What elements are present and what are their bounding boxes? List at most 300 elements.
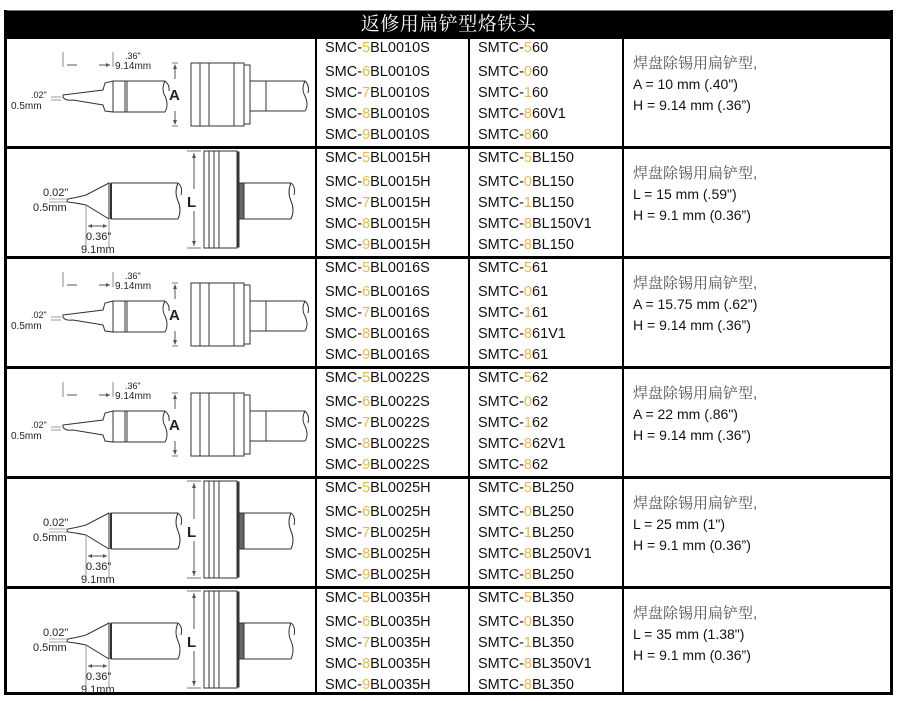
part-number-text: SMC-	[325, 415, 363, 431]
l-type-tip-drawing-icon	[7, 589, 315, 696]
l-type-tip-drawing-icon	[7, 149, 315, 256]
part-number	[325, 259, 430, 282]
part-number	[325, 633, 431, 654]
series-digit-highlight: 5	[362, 150, 371, 166]
part-number-text: SMTC-	[478, 394, 524, 410]
description-cell	[622, 149, 890, 256]
part-number-text: SMTC-	[478, 677, 524, 693]
part-number	[478, 612, 592, 633]
part-number	[478, 172, 592, 193]
l-type-tip-drawing-icon	[7, 479, 315, 586]
series-digit-highlight: 5	[362, 40, 371, 56]
part-number-text: 61	[532, 260, 549, 276]
part-number-text: SMC-	[325, 85, 363, 101]
part-number-text: SMC-	[325, 546, 363, 562]
part-number	[325, 523, 431, 544]
series-digit-highlight: 5	[362, 260, 371, 276]
a-type-tip-drawing-icon	[7, 369, 315, 476]
description	[633, 493, 757, 556]
part-number-text: BL250	[532, 480, 574, 496]
part-number	[478, 282, 566, 303]
part-number-text: SMTC-	[478, 480, 524, 496]
part-number	[478, 455, 566, 476]
series-digit-highlight: 1	[523, 305, 532, 321]
dimension-spec: A = 10 mm (.40")	[633, 76, 738, 92]
part-number-text: 60	[532, 85, 549, 101]
part-number	[325, 172, 431, 193]
description	[633, 53, 757, 116]
series-digit-highlight: 5	[523, 370, 532, 386]
series-digit-highlight: 0	[523, 284, 532, 300]
part-number	[478, 193, 592, 214]
smtc-part-numbers-cell	[468, 39, 622, 146]
series-digit-highlight: 8	[362, 656, 371, 672]
part-number-text: SMC-	[325, 40, 363, 56]
tip-drawing-cell	[7, 479, 315, 586]
part-number-text: SMC-	[325, 284, 363, 300]
part-number	[325, 214, 431, 235]
part-number-text: SMC-	[325, 525, 363, 541]
table-row	[7, 476, 890, 586]
part-number-text: 62	[532, 370, 549, 386]
series-digit-highlight: 6	[362, 394, 371, 410]
series-digit-highlight: 7	[362, 635, 371, 651]
part-number-text: 60	[532, 64, 549, 80]
series-digit-highlight: 5	[523, 480, 532, 496]
part-number	[478, 479, 592, 502]
part-number-text: BL0025H	[370, 567, 431, 583]
series-digit-highlight: 8	[523, 436, 532, 452]
tip-drawing-cell	[7, 259, 315, 366]
part-number-text: SMTC-	[478, 216, 524, 232]
dimension-label: A	[169, 87, 180, 104]
series-digit-highlight: 6	[362, 64, 371, 80]
part-number-text: SMTC-	[478, 195, 524, 211]
part-number-text: SMTC-	[478, 64, 524, 80]
tip-type-label: 焊盘除锡用扁铲型,	[633, 495, 758, 512]
series-digit-highlight: 7	[362, 415, 371, 431]
part-number-text: SMC-	[325, 436, 363, 452]
part-number	[478, 392, 566, 413]
tip-width-inch-label: 0.02"	[43, 517, 69, 529]
series-digit-highlight: 8	[523, 457, 532, 473]
part-number-text: SMTC-	[478, 546, 524, 562]
description	[633, 273, 757, 336]
part-number-text: BL0015H	[370, 150, 431, 166]
smtc-part-numbers-cell	[468, 479, 622, 586]
part-number-text: SMC-	[325, 106, 363, 122]
part-number-text: 61	[532, 347, 549, 363]
part-number	[325, 544, 431, 565]
part-number-text: BL350V1	[532, 656, 592, 672]
part-number-text: BL0025H	[370, 525, 431, 541]
tip-drawing-cell	[7, 369, 315, 476]
part-number-text: SMC-	[325, 64, 363, 80]
part-number-text: BL0025H	[370, 504, 431, 520]
tip-width-mm-label: 0.5mm	[33, 202, 67, 214]
part-number	[478, 523, 592, 544]
part-number-text: BL0016S	[370, 326, 430, 342]
part-number-text: BL0016S	[370, 347, 430, 363]
part-number-text: BL0016S	[370, 305, 430, 321]
series-digit-highlight: 7	[362, 305, 371, 321]
part-number-text: BL250	[532, 504, 574, 520]
tip-width-inch-label: 0.02"	[43, 627, 69, 639]
series-digit-highlight: 1	[523, 195, 532, 211]
series-digit-highlight: 5	[523, 590, 532, 606]
series-digit-highlight: 0	[523, 614, 532, 630]
tip-width-inch-label: 0.02"	[43, 187, 69, 199]
a-type-tip-drawing-icon	[7, 259, 315, 366]
series-digit-highlight: 8	[523, 677, 532, 693]
part-number	[325, 39, 430, 62]
table-row	[7, 586, 890, 696]
part-number	[325, 324, 430, 345]
smc-part-number-list	[325, 589, 431, 696]
part-number-text: BL250	[532, 525, 574, 541]
series-digit-highlight: 8	[523, 656, 532, 672]
part-number-text: SMTC-	[478, 504, 524, 520]
part-number	[325, 104, 430, 125]
length-inch-label: 0.36"	[86, 561, 112, 573]
part-number	[325, 434, 430, 455]
part-number	[478, 324, 566, 345]
part-number	[325, 654, 431, 675]
smc-part-numbers-cell	[315, 259, 468, 366]
part-number-text: BL350	[532, 677, 574, 693]
part-number-text: SMTC-	[478, 326, 524, 342]
tip-width-mm-label: 0.5mm	[33, 642, 67, 654]
part-number-text: BL0022S	[370, 436, 430, 452]
dimension-spec: L = 15 mm (.59")	[633, 186, 737, 202]
dimension-spec: H = 9.1 mm (0.36”)	[633, 207, 751, 223]
dimension-label: A	[169, 307, 180, 324]
part-number-text: SMTC-	[478, 237, 524, 253]
part-number	[325, 83, 430, 104]
smtc-part-number-list	[478, 39, 566, 146]
dimension-spec: L = 25 mm (1")	[633, 516, 725, 532]
length-inch-label: 0.36"	[86, 671, 112, 683]
part-number-text: SMC-	[325, 677, 363, 693]
part-number	[325, 455, 430, 476]
part-number-text: 60	[532, 127, 549, 143]
series-digit-highlight: 9	[362, 457, 371, 473]
series-digit-highlight: 8	[523, 106, 532, 122]
part-number-text: SMC-	[325, 457, 363, 473]
part-number	[325, 149, 431, 172]
part-number-text: BL0035H	[370, 590, 431, 606]
part-number-text: SMC-	[325, 370, 363, 386]
smc-part-numbers-cell	[315, 369, 468, 476]
description-cell	[622, 479, 890, 586]
part-number-text: SMC-	[325, 195, 363, 211]
part-number	[478, 149, 592, 172]
part-number	[478, 369, 566, 392]
series-digit-highlight: 8	[362, 436, 371, 452]
part-number-text: BL0022S	[370, 394, 430, 410]
part-number	[478, 303, 566, 324]
dimension-label: L	[187, 194, 197, 211]
part-number-text: BL0010S	[370, 127, 430, 143]
part-number-text: 62	[532, 394, 549, 410]
smc-part-number-list	[325, 259, 430, 366]
table-row	[7, 36, 890, 146]
description	[633, 163, 757, 226]
series-digit-highlight: 5	[523, 40, 532, 56]
part-number-text: 62	[532, 415, 549, 431]
part-number-text: SMTC-	[478, 635, 524, 651]
part-number	[478, 675, 592, 696]
tip-type-label: 焊盘除锡用扁铲型,	[633, 165, 758, 182]
dimension-spec: H = 9.14 mm (.36”)	[633, 317, 751, 333]
series-digit-highlight: 5	[362, 370, 371, 386]
part-number-text: BL150V1	[532, 216, 592, 232]
part-number-text: SMTC-	[478, 347, 524, 363]
part-number-text: SMC-	[325, 590, 363, 606]
length-mm-label: 9.14mm	[115, 391, 152, 402]
part-number	[478, 565, 592, 586]
dimension-label: L	[187, 634, 197, 651]
tip-drawing-cell	[7, 39, 315, 146]
part-number-text: BL0022S	[370, 457, 430, 473]
part-number	[325, 193, 431, 214]
part-number	[478, 434, 566, 455]
part-number	[478, 214, 592, 235]
part-number-text: BL0035H	[370, 677, 431, 693]
smtc-part-numbers-cell	[468, 589, 622, 692]
part-number-text: BL350	[532, 635, 574, 651]
part-number-text: SMC-	[325, 305, 363, 321]
part-number-text: SMC-	[325, 216, 363, 232]
smtc-part-number-list	[478, 479, 592, 586]
part-number-text: 61V1	[532, 326, 566, 342]
tip-type-label: 焊盘除锡用扁铲型,	[633, 605, 758, 622]
part-number	[478, 633, 592, 654]
dimension-spec: H = 9.1 mm (0.36”)	[633, 537, 751, 553]
smc-part-numbers-cell	[315, 589, 468, 692]
tip-width-mm-label: 0.5mm	[11, 101, 42, 112]
smc-part-numbers-cell	[315, 39, 468, 146]
part-number-text: BL0015H	[370, 174, 431, 190]
part-number-text: SMTC-	[478, 127, 524, 143]
part-number	[325, 303, 430, 324]
smc-part-number-list	[325, 39, 430, 146]
series-digit-highlight: 0	[523, 504, 532, 520]
a-type-tip-drawing-icon	[7, 39, 315, 146]
part-number-text: BL0010S	[370, 85, 430, 101]
part-number-text: BL0016S	[370, 284, 430, 300]
part-number-text: SMTC-	[478, 415, 524, 431]
part-number	[325, 502, 431, 523]
length-mm-label: 9.1mm	[81, 244, 115, 256]
series-digit-highlight: 9	[362, 677, 371, 693]
part-number	[478, 413, 566, 434]
smtc-part-number-list	[478, 589, 592, 696]
length-mm-label: 9.1mm	[81, 574, 115, 586]
part-number-text: SMTC-	[478, 106, 524, 122]
series-digit-highlight: 8	[523, 567, 532, 583]
length-inch-label: .36"	[125, 271, 141, 281]
part-number-text: SMTC-	[478, 614, 524, 630]
part-number	[325, 413, 430, 434]
dimension-spec: H = 9.14 mm (.36”)	[633, 427, 751, 443]
table-row	[7, 366, 890, 476]
part-number-text: BL250V1	[532, 546, 592, 562]
smtc-part-numbers-cell	[468, 259, 622, 366]
part-number-text: SMTC-	[478, 305, 524, 321]
part-number	[325, 125, 430, 146]
series-digit-highlight: 1	[523, 415, 532, 431]
series-digit-highlight: 7	[362, 525, 371, 541]
series-digit-highlight: 9	[362, 237, 371, 253]
dimension-label: A	[169, 417, 180, 434]
part-number-text: SMTC-	[478, 436, 524, 452]
series-digit-highlight: 6	[362, 614, 371, 630]
part-number	[478, 125, 566, 146]
tip-type-label: 焊盘除锡用扁铲型,	[633, 275, 758, 292]
part-number-text: SMC-	[325, 394, 363, 410]
part-number-text: BL350	[532, 614, 574, 630]
part-number	[478, 83, 566, 104]
smtc-part-numbers-cell	[468, 149, 622, 256]
part-number	[325, 62, 430, 83]
part-number-text: BL0022S	[370, 415, 430, 431]
series-digit-highlight: 8	[523, 216, 532, 232]
part-number-text: SMC-	[325, 567, 363, 583]
dimension-spec: A = 15.75 mm (.62")	[633, 296, 758, 312]
series-digit-highlight: 0	[523, 394, 532, 410]
part-number-text: 62	[532, 457, 549, 473]
series-digit-highlight: 5	[523, 260, 532, 276]
tip-width-inch-label: .02"	[31, 420, 47, 430]
part-number	[325, 612, 431, 633]
part-number	[325, 392, 430, 413]
part-number-text: SMTC-	[478, 370, 524, 386]
length-mm-label: 9.14mm	[115, 61, 152, 72]
part-number-text: BL150	[532, 150, 574, 166]
description-cell	[622, 589, 890, 692]
part-number-text: SMC-	[325, 504, 363, 520]
part-number-text: BL0010S	[370, 64, 430, 80]
part-number-text: SMC-	[325, 480, 363, 496]
tip-width-inch-label: .02"	[31, 310, 47, 320]
smc-part-number-list	[325, 479, 431, 586]
part-number-text: BL0022S	[370, 370, 430, 386]
dimension-spec: H = 9.1 mm (0.36”)	[633, 647, 751, 663]
part-number-text: BL0015H	[370, 216, 431, 232]
part-number	[478, 502, 592, 523]
part-number-text: BL150	[532, 174, 574, 190]
tip-type-label: 焊盘除锡用扁铲型,	[633, 55, 758, 72]
smtc-part-number-list	[478, 259, 566, 366]
tip-type-label: 焊盘除锡用扁铲型,	[633, 385, 758, 402]
tip-drawing-cell	[7, 589, 315, 696]
part-number-text: SMTC-	[478, 174, 524, 190]
series-digit-highlight: 8	[523, 326, 532, 342]
series-digit-highlight: 1	[523, 635, 532, 651]
series-digit-highlight: 6	[362, 284, 371, 300]
part-number-text: SMC-	[325, 326, 363, 342]
part-number	[325, 282, 430, 303]
length-mm-label: 9.1mm	[81, 684, 115, 696]
part-number-text: SMC-	[325, 150, 363, 166]
part-number-text: SMTC-	[478, 656, 524, 672]
part-number	[478, 39, 566, 62]
smc-part-number-list	[325, 369, 430, 476]
part-number-text: SMC-	[325, 656, 363, 672]
title-bar	[7, 10, 890, 36]
tip-width-inch-label: .02"	[31, 90, 47, 100]
table-row	[7, 256, 890, 366]
series-digit-highlight: 8	[362, 326, 371, 342]
series-digit-highlight: 6	[362, 504, 371, 520]
part-number-text: 61	[532, 284, 549, 300]
tip-spec-table	[4, 10, 893, 695]
part-number-text: BL0035H	[370, 656, 431, 672]
part-number-text: SMTC-	[478, 525, 524, 541]
description-cell	[622, 369, 890, 476]
dimension-spec: A = 22 mm (.86")	[633, 406, 738, 422]
part-number-text: BL0025H	[370, 546, 431, 562]
dimension-spec: L = 35 mm (1.38")	[633, 626, 745, 642]
series-digit-highlight: 7	[362, 195, 371, 211]
smc-part-number-list	[325, 149, 431, 256]
length-mm-label: 9.14mm	[115, 281, 152, 292]
series-digit-highlight: 5	[362, 480, 371, 496]
part-number-text: SMTC-	[478, 567, 524, 583]
part-number-text: BL250	[532, 567, 574, 583]
part-number	[325, 479, 431, 502]
part-number-text: BL150	[532, 195, 574, 211]
part-number	[325, 369, 430, 392]
tip-drawing-cell	[7, 149, 315, 256]
smtc-part-number-list	[478, 149, 592, 256]
part-number-text: BL0010S	[370, 40, 430, 56]
series-digit-highlight: 9	[362, 567, 371, 583]
part-number-text: 60	[532, 40, 549, 56]
series-digit-highlight: 6	[362, 174, 371, 190]
series-digit-highlight: 9	[362, 127, 371, 143]
series-digit-highlight: 8	[362, 106, 371, 122]
part-number-text: 62V1	[532, 436, 566, 452]
part-number	[325, 675, 431, 696]
tip-width-mm-label: 0.5mm	[33, 532, 67, 544]
part-number-text: BL0015H	[370, 237, 431, 253]
part-number	[478, 62, 566, 83]
table-title: 返修用扁铲型烙铁头	[360, 13, 537, 35]
series-digit-highlight: 5	[362, 590, 371, 606]
part-number-text: SMTC-	[478, 85, 524, 101]
tip-width-mm-label: 0.5mm	[11, 431, 42, 442]
series-digit-highlight: 8	[523, 347, 532, 363]
part-number-text: SMC-	[325, 635, 363, 651]
part-number-text: BL0035H	[370, 635, 431, 651]
tip-width-mm-label: 0.5mm	[11, 321, 42, 332]
description	[633, 603, 757, 666]
series-digit-highlight: 0	[523, 174, 532, 190]
part-number-text: BL0015H	[370, 195, 431, 211]
smtc-part-numbers-cell	[468, 369, 622, 476]
part-number-text: 61	[532, 305, 549, 321]
description-cell	[622, 259, 890, 366]
part-number	[325, 565, 431, 586]
description-cell	[622, 39, 890, 146]
series-digit-highlight: 1	[523, 525, 532, 541]
part-number-text: SMC-	[325, 614, 363, 630]
part-number-text: SMC-	[325, 127, 363, 143]
series-digit-highlight: 8	[523, 546, 532, 562]
part-number-text: SMTC-	[478, 150, 524, 166]
